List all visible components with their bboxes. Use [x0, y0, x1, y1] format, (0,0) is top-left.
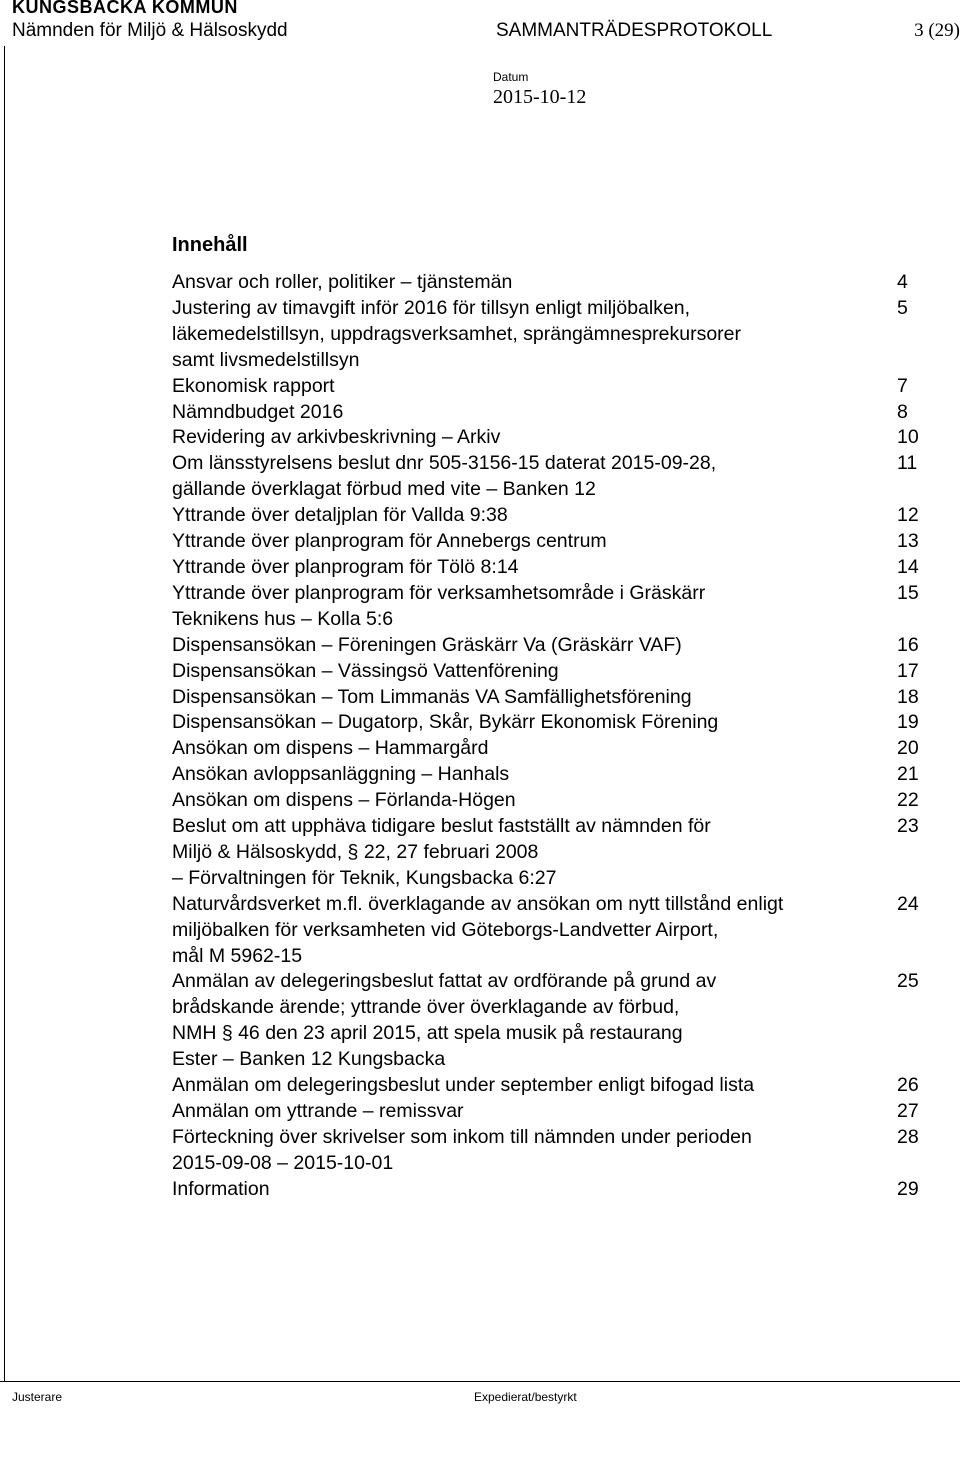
toc-entry-line: Naturvårdsverket m.fl. överklagande av ansökan om nytt tillstånd enligt	[172, 892, 784, 915]
toc-entry-title	[172, 1125, 852, 1177]
toc-entry-page: 21	[897, 763, 919, 786]
toc-entry-title	[172, 503, 852, 529]
toc-entry-title	[172, 296, 852, 374]
toc-entry	[172, 451, 932, 503]
toc-entry-page: 19	[897, 711, 919, 734]
toc-entry-title	[172, 451, 852, 503]
toc-entry-page: 26	[897, 1074, 919, 1097]
toc-entry-line: Ansökan avloppsanläggning – Hanhals	[172, 763, 510, 786]
toc-entry-line: samt livsmedelstillsyn	[172, 348, 360, 371]
toc-entry	[172, 633, 932, 659]
toc-entry-line: Justering av timavgift inför 2016 för tillsyn enligt miljöbalken,	[172, 296, 691, 319]
toc-entry-title	[172, 1073, 852, 1099]
toc-entry	[172, 788, 932, 814]
toc-entry-line: Yttrande över planprogram för Annebergs centrum	[172, 530, 607, 553]
toc-entry	[172, 296, 932, 374]
toc-entry-line: Anmälan om yttrande – remissvar	[172, 1100, 464, 1122]
toc-entry-page: 5	[897, 296, 908, 319]
toc-entry	[172, 814, 932, 892]
toc-entry-page: 15	[897, 581, 919, 604]
toc-entry-line: Ester – Banken 12 Kungsbacka	[172, 1048, 446, 1071]
toc-entry-title	[172, 892, 852, 970]
toc-entry-line: Anmälan om delegeringsbeslut under september enligt bifogad lista	[172, 1074, 755, 1097]
toc-entry	[172, 503, 932, 529]
date-label: Datum	[493, 70, 529, 84]
toc-entry	[172, 892, 932, 970]
toc-entry	[172, 270, 932, 296]
toc-entry-page: 13	[897, 530, 919, 553]
toc-entry-line: Revidering av arkivbeskrivning – Arkiv	[172, 426, 501, 449]
toc-entry-page: 7	[897, 374, 908, 397]
toc-entry-line: Yttrande över planprogram för verksamhetsområde i Gräskärr	[172, 581, 706, 604]
toc-entry	[172, 425, 932, 451]
toc-entry-title	[172, 270, 852, 296]
toc-entry	[172, 400, 932, 426]
toc-entry-line: Information	[172, 1177, 270, 1200]
toc-entry-line: brådskande ärende; yttrande över överklagande av förbud,	[172, 996, 680, 1019]
toc-entry-line: Dispensansökan – Vässingsö Vattenförening	[172, 659, 559, 682]
org-name: KUNGSBACKA KOMMUN	[12, 0, 238, 17]
toc-entry-title	[172, 969, 852, 1073]
toc-entry-line: Dispensansökan – Dugatorp, Skår, Bykärr Ekonomisk Förening	[172, 711, 719, 734]
toc-entry-line: Anmälan av delegeringsbeslut fattat av ordförande på grund av	[172, 970, 717, 993]
toc-entry-page: 8	[897, 400, 908, 423]
margin-line	[4, 46, 5, 1381]
toc-heading: Innehåll	[172, 234, 248, 256]
toc-entry-line: gällande överklagat förbud med vite – Banken 12	[172, 478, 596, 501]
toc-entry-page: 28	[897, 1125, 919, 1148]
date-value: 2015-10-12	[493, 86, 587, 108]
toc-entry-page: 12	[897, 504, 919, 527]
toc-entry-page: 20	[897, 737, 919, 760]
toc-entry-line: 2015-09-08 – 2015-10-01	[172, 1151, 394, 1174]
toc-entry	[172, 555, 932, 581]
toc-entry-title	[172, 555, 852, 581]
footer-divider	[0, 1381, 960, 1382]
page-number: 3 (29)	[914, 20, 960, 41]
toc-entry-title	[172, 374, 852, 400]
toc-entry-title	[172, 685, 852, 711]
toc-entry-line: Miljö & Hälsoskydd, § 22, 27 februari 2008	[172, 840, 539, 863]
toc-entry-line: Om länsstyrelsens beslut dnr 505-3156-15 daterat 2015-09-28,	[172, 452, 717, 475]
toc-entry-line: Teknikens hus – Kolla 5:6	[172, 607, 394, 630]
toc-entry-title	[172, 529, 852, 555]
toc-entry	[172, 1125, 932, 1177]
footer-dispatched-label: Expedierat/bestyrkt	[474, 1390, 577, 1404]
toc-entry-line: – Förvaltningen för Teknik, Kungsbacka 6:27	[172, 866, 557, 889]
toc-entry-line: Yttrande över planprogram för Tölö 8:14	[172, 555, 519, 578]
toc-entry	[172, 1177, 932, 1203]
toc-entry-line: Dispensansökan – Tom Limmanäs VA Samfällighetsförening	[172, 685, 692, 708]
toc-entry	[172, 762, 932, 788]
toc-entry	[172, 969, 932, 1073]
toc-entry-page: 25	[897, 970, 919, 993]
toc-entry-page: 27	[897, 1100, 919, 1122]
toc-entry-page: 11	[897, 452, 918, 475]
toc-entry-line: Ansökan om dispens – Förlanda-Högen	[172, 789, 516, 812]
toc-entry	[172, 710, 932, 736]
toc-entry-page: 4	[897, 271, 908, 293]
toc-entry-line: NMH § 46 den 23 april 2015, att spela musik på restaurang	[172, 1022, 683, 1045]
toc-entry	[172, 581, 932, 633]
toc-entry-line: mål M 5962-15	[172, 944, 303, 967]
toc-entry-title	[172, 581, 852, 633]
toc-entry	[172, 1099, 932, 1125]
committee-name: Nämnden för Miljö & Hälsoskydd	[12, 20, 288, 41]
toc-entry-line: Nämndbudget 2016	[172, 400, 344, 423]
toc-entry-page: 18	[897, 685, 919, 708]
toc-entry-page: 14	[897, 555, 919, 578]
toc-entry	[172, 659, 932, 685]
toc-entry	[172, 685, 932, 711]
toc-entry-line: Förteckning över skrivelser som inkom till nämnden under perioden	[172, 1125, 752, 1148]
toc-entry-title	[172, 400, 852, 426]
toc-entry-line: Beslut om att upphäva tidigare beslut fastställt av nämnden för	[172, 815, 711, 838]
toc-entry-page: 16	[897, 633, 919, 656]
toc-entry	[172, 736, 932, 762]
toc-entry-page: 24	[897, 892, 919, 915]
toc-entry-line: miljöbalken för verksamheten vid Göteborgs-Landvetter Airport,	[172, 918, 719, 941]
toc-entry-title	[172, 814, 852, 892]
toc-entry	[172, 529, 932, 555]
toc-entry-title	[172, 736, 852, 762]
toc-entry-line: läkemedelstillsyn, uppdragsverksamhet, sprängämnesprekursorer	[172, 322, 742, 345]
toc-entry-title	[172, 1177, 852, 1203]
toc-entry-line: Yttrande över detaljplan för Vallda 9:38	[172, 504, 508, 527]
toc-entry-line: Dispensansökan – Föreningen Gräskärr Va (Gräskärr VAF)	[172, 633, 682, 656]
toc-entry	[172, 374, 932, 400]
toc-entry-page: 23	[897, 815, 919, 838]
toc-entry-title	[172, 762, 852, 788]
toc-entry	[172, 1073, 932, 1099]
toc-entry-page: 22	[897, 789, 919, 812]
toc-entry-page: 10	[897, 426, 919, 449]
footer-signer-label: Justerare	[12, 1390, 63, 1404]
toc-entry-page: 29	[897, 1177, 919, 1200]
document-type: SAMMANTRÄDESPROTOKOLL	[496, 20, 773, 41]
toc-entry-page: 17	[897, 659, 919, 682]
toc-entry-line: Ansökan om dispens – Hammargård	[172, 737, 489, 760]
toc-entry-title	[172, 710, 852, 736]
toc-entry-title	[172, 659, 852, 685]
toc-entry-title	[172, 1099, 852, 1125]
toc-entry-line: Ansvar och roller, politiker – tjänstemän	[172, 271, 513, 293]
toc-entry-title	[172, 788, 852, 814]
toc-entry-line: Ekonomisk rapport	[172, 374, 335, 397]
toc-entry-title	[172, 425, 852, 451]
table-of-contents	[172, 270, 932, 1203]
toc-entry-title	[172, 633, 852, 659]
